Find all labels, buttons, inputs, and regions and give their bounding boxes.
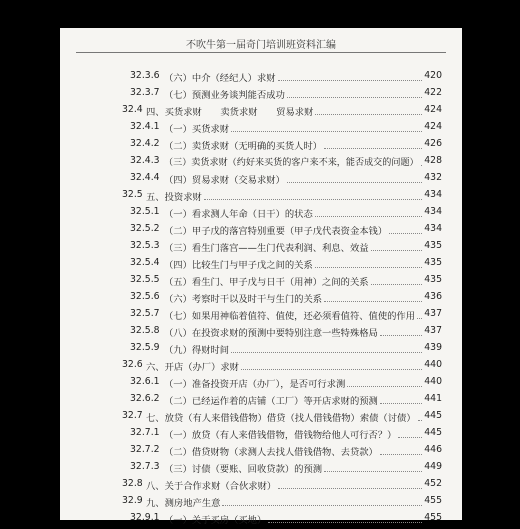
toc-entry-number: 32.6.1 [130,376,160,387]
toc-entry [60,393,462,410]
toc-leader-dots [380,454,422,455]
toc-entry-number: 32.4.4 [130,172,160,183]
toc-leader-dots [421,165,422,166]
toc-entry [60,138,462,155]
toc-entry [60,359,462,376]
toc-leader-dots [222,505,422,506]
toc-entry-page: 432 [424,172,442,183]
toc-entry-title: 五、投资求财 [146,192,202,203]
toc-entry-number: 32.5.9 [130,342,160,353]
toc-entry-title: （二）借贷财物（求测人去找人借钱借物、去贷款） [164,447,378,458]
toc-entry-title: （六）考察时干以及时干与生门的关系 [164,294,323,305]
toc-entry-title: （二）卖货求财（无明确的买货人时） [164,141,323,152]
toc-entry-number: 32.4.3 [130,155,160,166]
toc-leader-dots [380,403,422,404]
toc-entry-page: 445 [424,427,442,438]
toc-entry-title: （三）看生门落宫——生门代表利润、利息、效益 [164,243,369,254]
toc-entry-number: 32.6 [122,359,143,370]
toc-entry-number: 32.5.4 [130,257,160,268]
toc-entry-page: 445 [424,410,442,421]
toc-entry-title: （四）贸易求财（交易求财） [164,175,285,186]
toc-entry [60,87,462,104]
toc-entry-number: 32.5.2 [130,223,160,234]
toc-entry [60,376,462,393]
toc-entry-title: 六、开店（办厂）求财 [146,362,239,373]
top-black-bar [0,0,520,28]
toc-entry-page: 428 [424,155,442,166]
toc-entry-number: 32.3.7 [130,87,160,98]
toc-entry-number: 32.9.1 [130,512,160,523]
toc-leader-dots [315,267,422,268]
page-header-title: 不吹牛第一届奇门培训班资料汇编 [186,40,336,51]
toc-leader-dots [371,250,422,251]
toc-entry-number: 32.5.7 [130,308,160,319]
toc-entry-page: 434 [424,206,442,217]
toc-entry-number: 32.7.3 [130,461,160,472]
toc-entry-page: 440 [424,359,442,370]
toc-entry-number: 32.3.6 [130,70,160,81]
toc-leader-dots [278,80,422,81]
toc-entry-page: 422 [424,87,442,98]
toc-entry-page: 436 [424,291,442,302]
right-black-bar [462,28,520,520]
toc-entry [60,512,462,529]
toc-entry-title: （二）已经运作着的店铺（工厂）等开店求财的预测 [164,396,378,407]
toc-entry [60,342,462,359]
toc-leader-dots [287,97,422,98]
toc-entry-page: 424 [424,104,442,115]
toc-entry-title: （六）中介（经纪人）求财 [164,73,276,84]
toc-leader-dots [389,233,422,234]
toc-entry-page: 435 [424,240,442,251]
toc-leader-dots [324,471,422,472]
toc-entry-page: 439 [424,342,442,353]
toc-entry-page: 434 [424,189,442,200]
header-rule [76,52,446,53]
toc-entry-number: 32.8 [122,478,143,489]
toc-entry-page: 435 [424,257,442,268]
toc-entry [60,189,462,206]
toc-entry-title: （一）关于买房（买地） [164,515,267,526]
toc-entry [60,155,462,172]
toc-leader-dots [371,284,422,285]
toc-entry [60,427,462,444]
toc-leader-dots [231,131,422,132]
toc-entry-number: 32.5 [122,189,143,200]
toc-entry-number: 32.6.2 [130,393,160,404]
toc-entry-page: 455 [424,495,442,506]
toc-entry-number: 32.4.2 [130,138,160,149]
toc-entry [60,223,462,240]
toc-leader-dots [347,386,422,387]
toc-entry-title: （七）预测业务谈判能否成功 [164,90,285,101]
toc-leader-dots [241,369,422,370]
toc-entry [60,206,462,223]
toc-entry-title: 八、关于合作求财（合伙求财） [146,481,277,492]
toc-entry [60,240,462,257]
toc-leader-dots [287,182,422,183]
toc-entry-title: （一）看求测人年命（日干）的状态 [164,209,313,220]
toc-entry-page: 446 [424,444,442,455]
toc-entry-page: 441 [424,393,442,404]
toc-entry-number: 32.7 [122,410,143,421]
toc-entry [60,291,462,308]
toc-entry [60,410,462,427]
toc-entry-number: 32.5.8 [130,325,160,336]
toc-entry-title: （一）准备投资开店（办厂），是否可行求测 [164,379,346,390]
toc-entry [60,478,462,495]
toc-leader-dots [398,437,422,438]
toc-entry [60,121,462,138]
toc-leader-dots [315,114,422,115]
toc-entry [60,274,462,291]
toc-entry [60,308,462,325]
toc-leader-dots [418,420,422,421]
toc-entry-title: 七、放贷（有人来借钱借物）借贷（找人借钱借物）索债（讨债） [146,413,416,424]
toc-leader-dots [204,199,422,200]
toc-entry-page: 437 [424,308,442,319]
toc-entry-title: （一）买货求财 [164,124,230,135]
toc-entry-title: （二）甲子戊的落宫特别重要（甲子戊代表资金本钱） [164,226,388,237]
toc-entry-title: （三）讨债（要账、回收贷款）的预测 [164,464,323,475]
toc-entry-page: 435 [424,274,442,285]
toc-entry-number: 32.4 [122,104,143,115]
toc-entry-number: 32.4.1 [130,121,160,132]
toc-leader-dots [324,301,422,302]
toc-entry-number: 32.5.6 [130,291,160,302]
toc-entry-title: 四、买货求财 卖货求财 贸易求财 [146,107,314,118]
toc-entry-page: 424 [424,121,442,132]
toc-entry-page: 420 [424,70,442,81]
toc-entry-title: （五）看生门、甲子戊与日干（用神）之间的关系 [164,277,369,288]
toc-entry-page: 449 [424,461,442,472]
toc-entry [60,70,462,87]
toc-entry-page: 455 [424,512,442,523]
toc-entry [60,495,462,512]
toc-entry-page: 437 [424,325,442,336]
toc-entry-title: （七）如果用神临着值符、值使，还必须看值符、值使的作用 [164,311,416,322]
toc-entry-number: 32.5.3 [130,240,160,251]
toc-entry-title: （三）卖货求财（约好来买货的客户来不来，能否成交的问题） [164,158,419,168]
toc-entry-title: 九、测房地产生意 [146,498,221,509]
toc-leader-dots [324,148,422,149]
toc-entry-number: 32.7.1 [130,427,160,438]
toc-entry-title: （四）比较生门与甲子戊之间的关系 [164,260,313,271]
toc-entry [60,104,462,121]
toc-entry-title: （一）放贷（有人来借钱借物，借钱物给他人可行否？） [164,430,397,441]
toc-entry-title: （八）在投资求财的预测中要特别注意一些特殊格局 [164,328,378,339]
toc-entry [60,172,462,189]
toc-entry-page: 440 [424,376,442,387]
toc-entry-page: 426 [424,138,442,149]
toc-entry [60,257,462,274]
toc-entry-number: 32.9 [122,495,143,506]
toc-leader-dots [417,318,422,319]
toc-entry-number: 32.5.1 [130,206,160,217]
toc-entry-number: 32.5.5 [130,274,160,285]
toc-leader-dots [315,216,422,217]
toc-leader-dots [231,352,422,353]
toc-entry-page: 434 [424,223,442,234]
toc-entry [60,325,462,342]
toc-entry [60,444,462,461]
toc-leader-dots [268,522,422,523]
document-page [60,28,462,526]
toc-entry-number: 32.7.2 [130,444,160,455]
toc-leader-dots [380,335,422,336]
toc-entry-title: （九）得财时间 [164,345,230,356]
toc-entry [60,461,462,478]
toc-entry-page: 452 [424,478,442,489]
toc-leader-dots [278,488,422,489]
